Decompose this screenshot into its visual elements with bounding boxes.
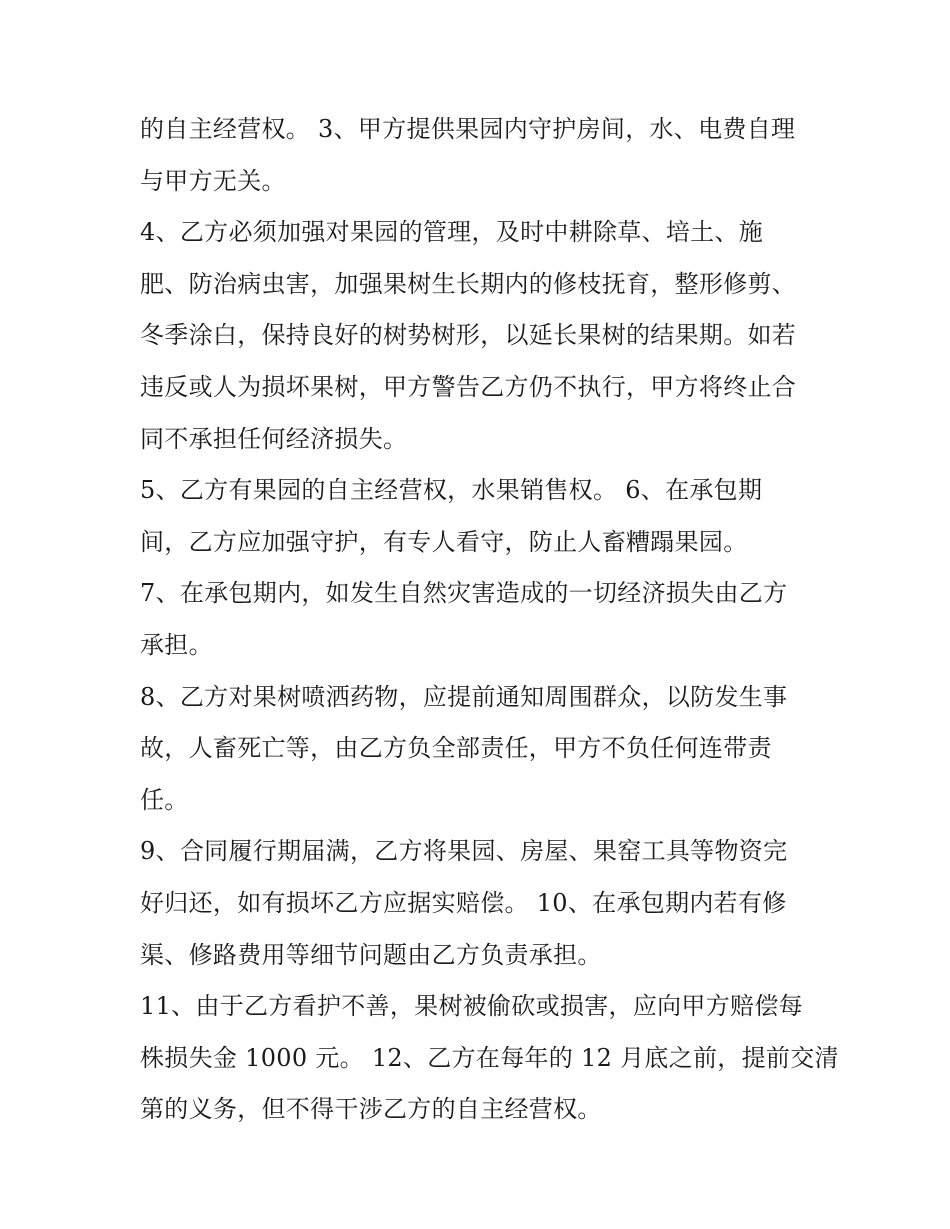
- text-line: 冬季涂白，保持良好的树势树形，以延长果树的结果期。如若: [140, 321, 797, 350]
- text-line: 4、乙方必须加强对果园的管理，及时中耕除草、培土、施: [140, 218, 764, 247]
- text-line: 7、在承包期内，如发生自然灾害造成的一切经济损失由乙方: [140, 579, 788, 608]
- text-line: 违反或人为损坏果树，甲方警告乙方仍不执行，甲方将终止合: [140, 372, 797, 401]
- document-body: [140, 104, 839, 1136]
- text-line: 5、乙方有果园的自主经营权，水果销售权。 6、在承包期: [140, 476, 763, 505]
- text-line: 第的义务，但不得干涉乙方的自主经营权。: [140, 1095, 602, 1124]
- text-line: 的自主经营权。 3、甲方提供果园内守护房间，水、电费自理: [140, 115, 796, 143]
- text-line: 渠、修路费用等细节问题由乙方负责承担。: [140, 940, 602, 969]
- text-line: 株损失金 1000 元。 12、乙方在每年的 12 月底之前，提前交清: [140, 1043, 839, 1072]
- text-line: 同不承担任何经济损失。: [140, 424, 408, 453]
- text-line: 9、合同履行期届满，乙方将果园、房屋、果窑工具等物资完: [140, 837, 788, 866]
- text-line: 好归还，如有损坏乙方应据实赔偿。 10、在承包期内若有修: [140, 888, 787, 917]
- text-line: 故，人畜死亡等，由乙方负全部责任，甲方不负任何连带责: [140, 734, 772, 763]
- text-line: 肥、防治病虫害，加强果树生长期内的修枝抚育，整形修剪、: [140, 269, 797, 298]
- text-line: 11、由于乙方看护不善，果树被偷砍或损害，应向甲方赔偿每: [140, 992, 803, 1021]
- text-line: 任。: [140, 785, 189, 814]
- text-line: 间，乙方应加强守护，有专人看守，防止人畜糟蹋果园。: [140, 527, 748, 556]
- text-line: 8、乙方对果树喷洒药物，应提前通知周围群众，以防发生事: [140, 682, 788, 711]
- text-line: 承担。: [140, 630, 213, 659]
- text-line: 与甲方无关。: [140, 166, 286, 195]
